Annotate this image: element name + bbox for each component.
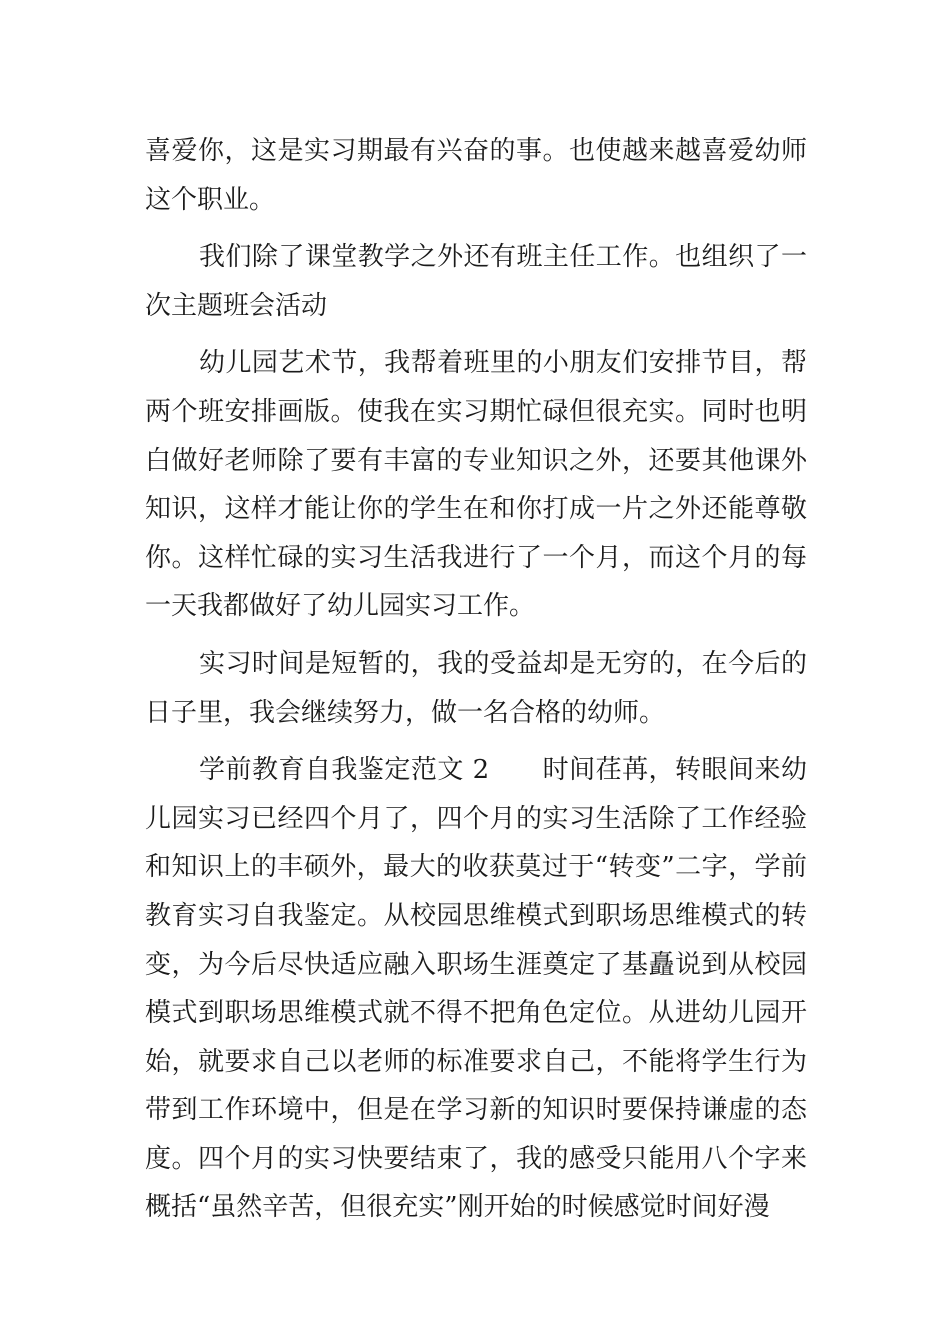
- paragraph-5: 学前教育自我鉴定范文 2 时间荏苒，转眼间来幼儿园实习已经四个月了，四个月的实习生活除了工作经验和知识上的丰硕外，最大的收获莫过于“转变”二字，学前教育实习自我鉴定。从校园思维模式到职场思维模式的转变，为今后尽快适应融入职场生涯奠定了基矗说到从校园模式到职场思维模式就不得不把角色定位。从进幼儿园开始，就要求自己以老师的标准要求自己，不能将学生行为带到工作环境中，但是在学习新的知识时要保持谦虚的态度。四个月的实习快要结束了，我的感受只能用八个字来概括“虽然辛苦，但很充实”刚开始的时候感觉时间好漫: [145, 755, 807, 1223]
- paragraph-3: 幼儿园艺术节，我帮着班里的小朋友们安排节目，帮两个班安排画版。使我在实习期忙碌但很充实。同时也明白做好老师除了要有丰富的专业知识之外，还要其他课外知识，这样才能让你的学生在和你打成一片之外还能尊敬你。这样忙碌的实习生活我进行了一个月，而这个月的每一天我都做好了幼儿园实习工作。: [145, 348, 807, 622]
- paragraph-2: 我们除了课堂教学之外还有班主任工作。也组织了一次主题班会活动: [145, 242, 807, 321]
- paragraph-4: 实习时间是短暂的，我的受益却是无穷的，在今后的日子里，我会继续努力，做一名合格的幼师。: [145, 648, 807, 728]
- paragraph-1: 喜爱你，这是实习期最有兴奋的事。也使越来越喜爱幼师这个职业。: [145, 136, 807, 215]
- document-body: [145, 127, 807, 1241]
